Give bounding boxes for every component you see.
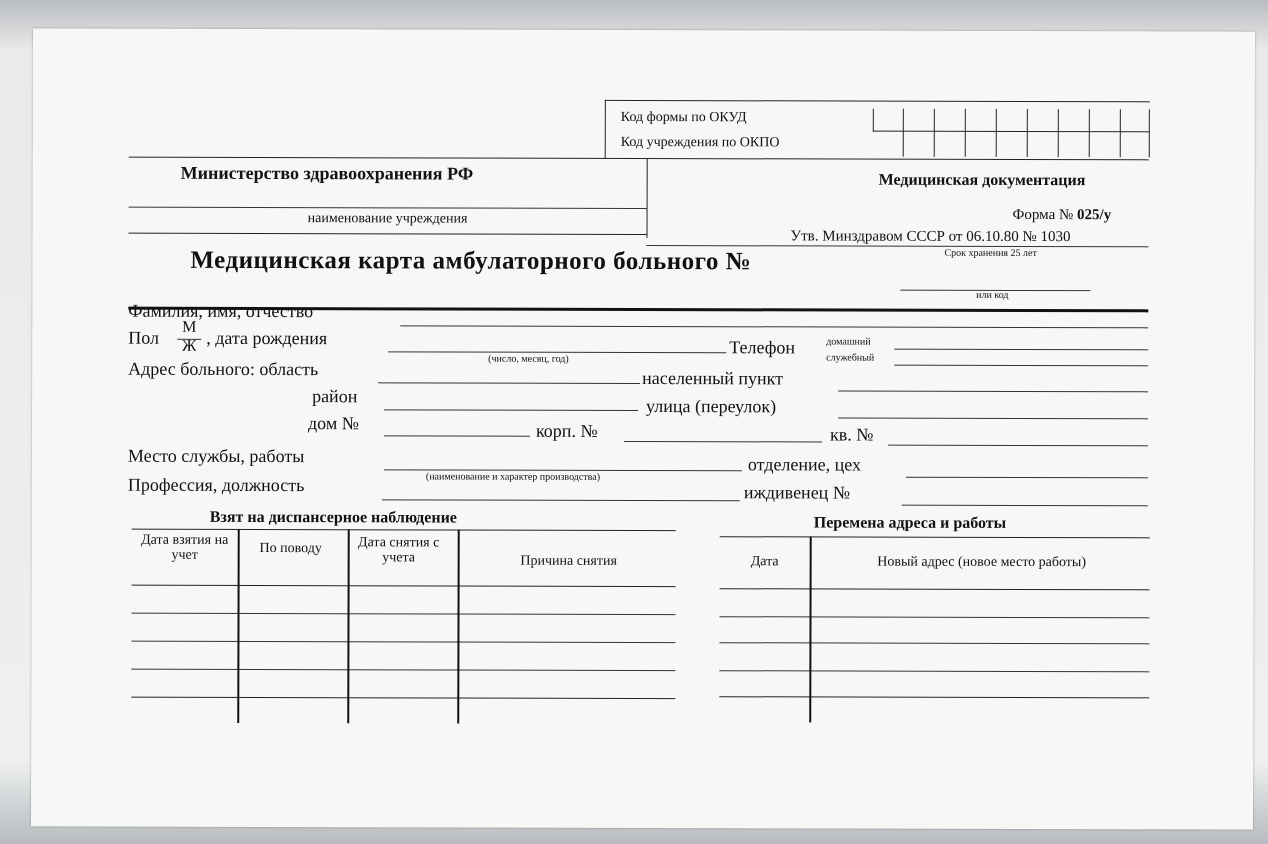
disp-col-removal-reason: Причина снятия [520, 553, 617, 569]
code-cell-divider [1027, 109, 1028, 157]
institution-caption: наименование учреждения [307, 211, 468, 227]
street-field[interactable] [838, 418, 1148, 420]
region-label: Адрес больного: область [128, 358, 319, 380]
address-row[interactable] [719, 642, 1149, 644]
dependent-field[interactable] [902, 505, 1148, 507]
dispensary-header-rule [132, 585, 676, 587]
code-cell-divider [996, 109, 997, 157]
disp-col-reason: По поводу [259, 540, 322, 557]
address-row[interactable] [720, 616, 1150, 618]
disp-col-date-removed: Дата снятия с учета [358, 535, 440, 566]
addr-col-new-address: Новый адрес (новое место работы) [877, 554, 1087, 571]
header-bottom-line-left [129, 233, 647, 235]
sex-male[interactable]: М [182, 318, 197, 336]
dispensary-col-divider [347, 529, 350, 723]
okud-label: Код формы по ОКУД [620, 109, 747, 126]
dispensary-row[interactable] [131, 641, 675, 643]
address-change-title: Перемена адреса и работы [813, 514, 1007, 532]
profession-label: Профессия, должность [127, 474, 305, 496]
apartment-field[interactable] [888, 445, 1148, 447]
phone-home-field[interactable] [894, 349, 1148, 351]
or-code-caption: или код [976, 289, 1009, 301]
phone-work-label: служебный [826, 352, 875, 364]
dispensary-col-divider [457, 530, 460, 724]
department-field[interactable] [906, 477, 1148, 479]
ministry-name: Министерство здравоохранения РФ [180, 162, 474, 184]
dependent-label: иждивенец № [743, 482, 851, 503]
form-number: 025/у [1077, 207, 1112, 224]
address-top-rule [720, 536, 1150, 538]
building-field[interactable] [624, 441, 822, 443]
code-cells[interactable] [873, 109, 1150, 133]
department-label: отделение, цех [747, 454, 862, 475]
address-header-rule [720, 588, 1150, 590]
approval-note: Утв. Минздравом СССР от 06.10.80 № 1030 [790, 228, 1071, 246]
address-row[interactable] [719, 670, 1149, 672]
dob-label: , дата рождения [206, 327, 328, 349]
code-cell-divider [1120, 109, 1121, 157]
address-col-divider [809, 536, 811, 722]
card-title: Медицинская карта амбулаторного больного № [190, 246, 752, 276]
workplace-label: Место службы, работы [127, 445, 305, 467]
phone-label: Телефон [729, 337, 796, 358]
dispensary-row[interactable] [132, 613, 676, 615]
region-field[interactable] [378, 382, 640, 384]
med-docs-label: Медицинская документация [878, 171, 1086, 190]
district-field[interactable] [384, 409, 638, 411]
institution-line[interactable] [129, 207, 647, 209]
dispensary-row[interactable] [131, 669, 675, 671]
fio-field[interactable] [400, 325, 1148, 328]
sex-prefix: Пол [128, 327, 160, 348]
address-row[interactable] [719, 696, 1149, 698]
settlement-label: населенный пункт [642, 367, 784, 389]
phone-work-field[interactable] [894, 365, 1148, 367]
house-field[interactable] [384, 435, 530, 436]
form-sheet [31, 28, 1255, 829]
dob-caption: (число, месяц, год) [488, 353, 569, 365]
disp-col-date-taken: Дата взятия на учет [141, 532, 229, 563]
district-label: район [312, 386, 358, 407]
settlement-field[interactable] [838, 391, 1148, 393]
code-cell-divider [1089, 109, 1090, 157]
addr-col-date: Дата [750, 554, 779, 570]
dispensary-top-rule [132, 529, 676, 531]
fio-label: Фамилия, имя, отчество [128, 300, 314, 322]
profession-field[interactable] [382, 499, 740, 501]
street-label: улица (переулок) [646, 396, 777, 417]
dispensary-col-divider [237, 529, 240, 723]
code-cell-divider [934, 109, 935, 157]
workplace-caption: (наименование и характер производства) [425, 471, 601, 483]
form-number-line [1013, 207, 1112, 224]
dispensary-title: Взят на диспансерное наблюдение [209, 508, 457, 527]
header-divider [647, 158, 648, 238]
building-label: корп. № [535, 420, 598, 441]
code-cell-divider [965, 109, 966, 157]
okpo-label: Код учреждения по ОКПО [620, 134, 780, 151]
code-cell-divider [903, 109, 904, 157]
form-prefix: Форма № [1012, 206, 1074, 224]
phone-home-label: домашний [826, 336, 871, 348]
code-cell-divider [1058, 109, 1059, 157]
storage-note: Срок хранения 25 лет [944, 247, 1037, 260]
code-cell-divider [1149, 109, 1150, 157]
sex-female[interactable]: Ж [182, 337, 197, 355]
dispensary-row[interactable] [131, 697, 675, 699]
header-bottom-line-right [646, 245, 1148, 247]
house-label: дом № [307, 413, 359, 434]
apartment-label: кв. № [829, 424, 874, 445]
